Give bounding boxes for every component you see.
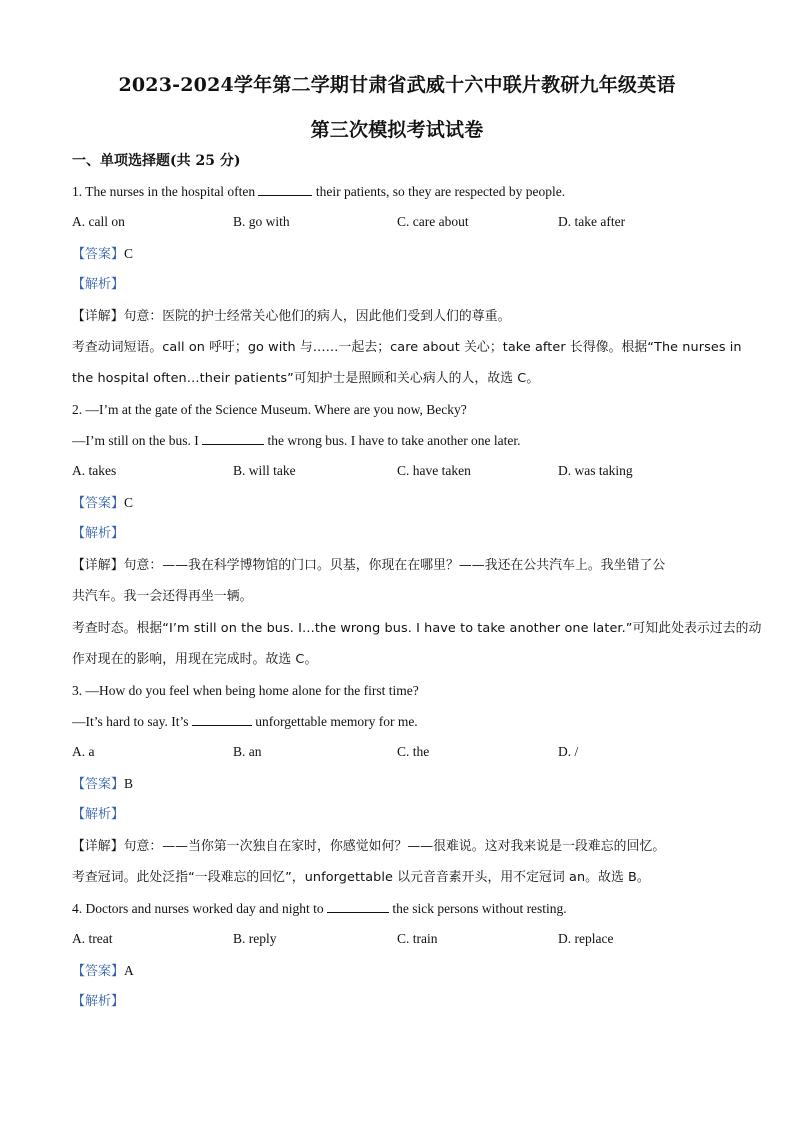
- question-3-detail-line-2: 考查冠词。此处泛指“一段难忘的回忆”，unforgettable 以元音音素开头，用不定冠词 an。故选 B。: [72, 870, 650, 885]
- analysis-label: 【解析】: [72, 994, 125, 1009]
- exam-title-line-2: 第三次模拟考试试卷: [310, 119, 484, 141]
- analysis-label: 【解析】: [72, 807, 125, 822]
- question-2-answer: [72, 494, 133, 513]
- question-4-option-a: A. treat: [72, 931, 113, 946]
- question-3-blank: [192, 713, 252, 726]
- question-2-stem-end: the wrong bus. I have to take another one later.: [267, 433, 521, 448]
- detail-text: 句意：——我在科学博物馆的门口。贝基，你现在在哪里？——我还在公共汽车上。我坐错了公: [123, 558, 666, 573]
- question-1-detail-line-2: 考查动词短语。call on 呼吁；go with 与……一起去；care about 关心；take after 长得像。根据“The nurses in: [72, 340, 742, 355]
- question-2-detail-line-1: [72, 557, 665, 575]
- question-2-option-c: C. have taken: [397, 463, 471, 478]
- question-2-option-a: A. takes: [72, 463, 117, 478]
- question-2-detail-line-2: 共汽车。我一会还得再坐一辆。: [72, 589, 253, 604]
- question-1-option-a: A. call on: [72, 214, 125, 229]
- question-1-stem-start: 1. The nurses in the hospital often: [72, 184, 256, 199]
- question-2-stem-line-2: [72, 432, 521, 450]
- answer-value: B: [124, 776, 134, 791]
- question-3-detail-line-1: [72, 838, 665, 856]
- question-1-option-b: B. go with: [233, 214, 290, 229]
- question-1-answer: [72, 245, 133, 264]
- question-4-analysis: [72, 993, 124, 1011]
- question-4-option-d: D. replace: [558, 931, 614, 946]
- question-4-option-c: C. train: [397, 931, 438, 946]
- question-3-option-a: A. a: [72, 744, 95, 759]
- answer-label: 【答案】: [72, 777, 125, 792]
- question-2-stem-line-1: 2. —I’m at the gate of the Science Museum. Where are you now, Becky?: [72, 402, 467, 417]
- detail-text: 句意：医院的护士经常关心他们的病人，因此他们受到人们的尊重。: [123, 309, 511, 324]
- question-2-stem-start: —I’m still on the bus. I: [72, 433, 199, 448]
- question-1-analysis: [72, 276, 124, 294]
- analysis-label: 【解析】: [72, 277, 125, 292]
- question-1-blank: [258, 183, 312, 196]
- answer-value: A: [124, 963, 134, 978]
- detail-text: 句意：——当你第一次独自在家时，你感觉如何？——很难说。这对我来说是一段难忘的回忆。: [123, 839, 666, 854]
- section-heading: 一、单项选择题(共 25 分): [72, 153, 241, 169]
- question-4-stem-end: the sick persons without resting.: [392, 901, 567, 916]
- answer-label: 【答案】: [72, 964, 125, 979]
- answer-value: C: [124, 495, 134, 510]
- question-1-stem: [72, 183, 565, 201]
- question-3-answer: [72, 775, 133, 794]
- question-2-blank: [202, 432, 264, 445]
- question-3-stem-start: —It’s hard to say. It’s: [72, 714, 189, 729]
- question-3-option-b: B. an: [233, 744, 262, 759]
- question-3-option-d: D. /: [558, 744, 579, 759]
- question-3-stem-line-2: [72, 713, 418, 731]
- question-2-detail-line-4: 作对现在的影响，用现在完成时。故选 C。: [72, 652, 318, 667]
- question-4-stem: [72, 900, 567, 918]
- detail-label: 【详解】: [72, 558, 124, 573]
- question-2-option-b: B. will take: [233, 463, 296, 478]
- detail-label: 【详解】: [72, 839, 124, 854]
- question-4-blank: [327, 900, 389, 913]
- question-4-answer: [72, 962, 134, 981]
- question-1-stem-end: their patients, so they are respected by people.: [315, 184, 566, 199]
- question-4-stem-start: 4. Doctors and nurses worked day and night to: [72, 901, 324, 916]
- question-1-option-d: D. take after: [558, 214, 626, 229]
- answer-label: 【答案】: [72, 247, 125, 262]
- question-3-analysis: [72, 806, 124, 824]
- answer-label: 【答案】: [72, 496, 125, 511]
- analysis-label: 【解析】: [72, 526, 125, 541]
- question-3-option-c: C. the: [397, 744, 430, 759]
- question-3-stem-line-1: 3. —How do you feel when being home alone for the first time?: [72, 683, 419, 698]
- question-4-option-b: B. reply: [233, 931, 277, 946]
- question-3-stem-end: unforgettable memory for me.: [255, 714, 418, 729]
- question-1-detail-line-1: [72, 308, 511, 326]
- detail-label: 【详解】: [72, 309, 124, 324]
- question-2-option-d: D. was taking: [558, 463, 633, 478]
- answer-value: C: [124, 246, 134, 261]
- question-2-detail-line-3: 考查时态。根据“I’m still on the bus. I…the wrong bus. I have to take another one later.”可知此处表示过去的动: [72, 621, 762, 636]
- exam-title-line-1: 2023-2024学年第二学期甘肃省武威十六中联片教研九年级英语: [118, 74, 676, 96]
- question-1-detail-line-3: the hospital often…their patients”可知护士是照顾和关心病人的人，故选 C。: [72, 371, 540, 386]
- question-2-analysis: [72, 525, 124, 543]
- question-1-option-c: C. care about: [397, 214, 469, 229]
